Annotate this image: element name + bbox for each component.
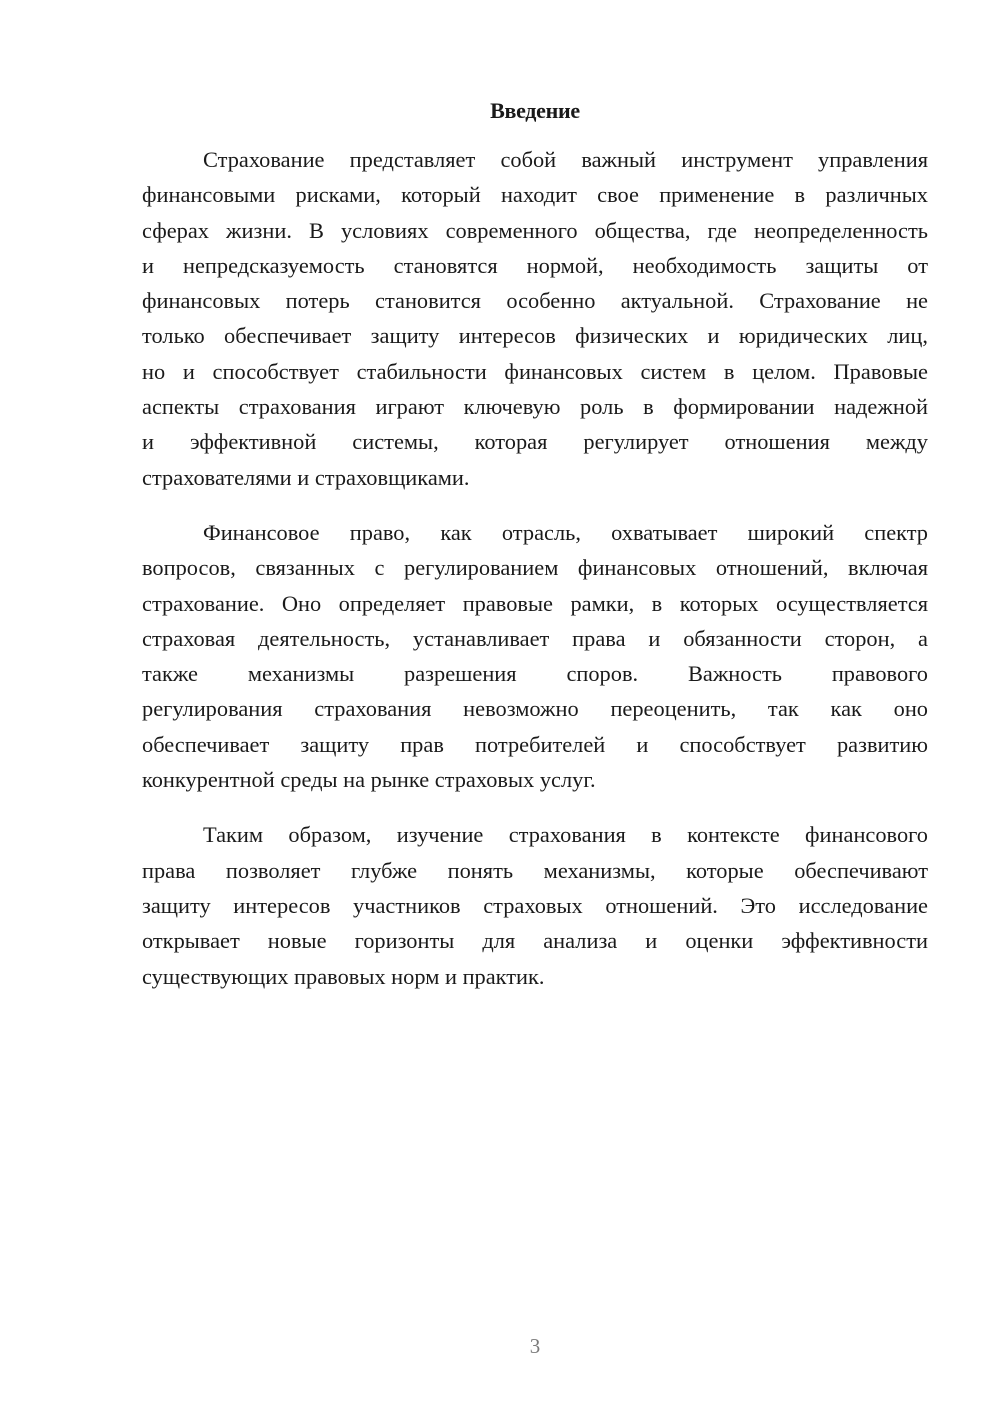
text-line: регулирования страхования невозможно переоценить, так как оно [142,696,928,722]
text-line: финансовых потерь становится особенно актуальной. Страхование не [142,288,928,314]
text-line: существующих правовых норм и практик. [142,963,545,989]
text-line: конкурентной среды на рынке страховых услуг. [142,767,596,793]
text-line: аспекты страхования играют ключевую роль в формировании надежной [142,394,928,420]
section-title: Введение [490,98,580,123]
text-line: и непредсказуемость становятся нормой, необходимость защиты от [142,252,928,278]
text-line: и эффективной системы, которая регулирует отношения между [142,429,928,455]
paragraph-2 [142,515,928,797]
text-line: права позволяет глубже понять механизмы, которые обеспечивают [142,857,928,883]
text-line: сферах жизни. В условиях современного общества, где неопределенность [142,217,928,243]
page-number: 3 [529,1334,541,1358]
body-text [142,142,928,994]
text-line: страхователями и страховщиками. [142,464,470,490]
text-line: Страхование представляет собой важный инструмент управления [203,147,928,172]
text-line: страховая деятельность, устанавливает права и обязанности сторон, а [142,625,928,651]
paragraph-3 [142,817,928,993]
text-line: также механизмы разрешения споров. Важность правового [142,661,928,687]
text-line: обеспечивает защиту прав потребителей и способствует развитию [142,731,928,757]
text-line: только обеспечивает защиту интересов физических и юридических лиц, [142,323,928,349]
text-line: Таким образом, изучение страхования в контексте финансового [203,822,928,848]
text-line: финансовыми рисками, который находит свое применение в различных [142,182,928,208]
text-line: страхование. Оно определяет правовые рамки, в которых осуществляется [142,590,928,616]
paragraph-1 [142,142,928,495]
text-line: вопросов, связанных с регулированием финансовых отношений, включая [142,555,928,581]
text-line: защиту интересов участников страховых отношений. Это исследование [142,892,928,918]
text-line: но и способствует стабильности финансовых систем в целом. Правовые [142,358,928,384]
text-line: Финансовое право, как отрасль, охватывает широкий спектр [203,519,928,545]
text-line: открывает новые горизонты для анализа и оценки эффективности [142,928,928,954]
